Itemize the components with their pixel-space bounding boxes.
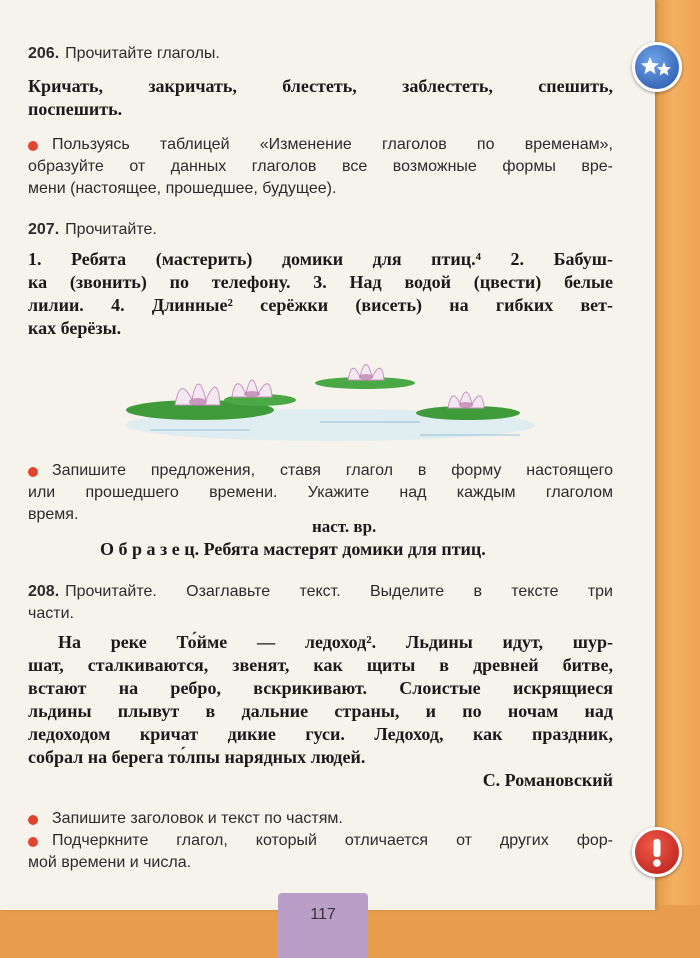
sentence-line: ках берёзы.	[28, 318, 122, 338]
text-line: шат, сталкиваются, звенят, как щиты в древней битве,	[28, 655, 613, 675]
task-item	[28, 460, 613, 482]
task-line: мени (настоящее, прошедшее, будущее).	[28, 180, 337, 197]
exercise-instruction: части.	[28, 605, 74, 622]
bullet-icon	[28, 141, 38, 151]
exercise-instruction: Прочитайте глаголы.	[65, 45, 220, 62]
task-line: мой времени и числа.	[28, 854, 192, 871]
task-line: Запишите предложения, ставя глагол в форму настоящего	[52, 462, 613, 479]
exercise-207-sentences	[28, 248, 613, 340]
exercise-206-header	[28, 43, 613, 65]
exercise-208-tasks	[28, 808, 613, 874]
words-line: Кричать, закричать, блестеть, заблестеть, спешить,	[28, 76, 613, 96]
task-line: Подчеркните глагол, который отличается от других фор-	[52, 832, 613, 849]
text-line: льдины плывут в дальние страны, и по ночам над	[28, 701, 613, 721]
exercise-number: 207.	[28, 221, 60, 238]
exclamation-icon	[632, 827, 682, 877]
exercise-208-text	[28, 631, 613, 792]
bullet-icon	[28, 815, 38, 825]
stars-icon	[632, 42, 682, 92]
task-line: Пользуясь таблицей «Изменение глаголов по временам»,	[52, 136, 613, 153]
sample-label: О б р а з е ц.	[100, 539, 200, 559]
page-edge-strip	[655, 0, 700, 958]
sample-tense-mark: наст. вр.	[312, 517, 377, 536]
text-line: ледоходом кричат дикие гуси. Ледоход, как праздник,	[28, 724, 613, 744]
text-author: С. Романовский	[482, 770, 613, 790]
bullet-icon	[28, 467, 38, 477]
task-line: образуйте от данных глаголов все возможные формы вре-	[28, 158, 613, 175]
water-lily-illustration	[120, 350, 540, 450]
sentence-line: ка (звонить) по телефону. 3. Над водой (цвести) белые	[28, 272, 613, 292]
task-item	[28, 808, 613, 830]
exercise-206-task	[28, 134, 613, 200]
words-line: поспешить.	[28, 99, 123, 119]
exercise-207-sample	[28, 515, 613, 561]
exercise-207-header	[28, 219, 613, 241]
exercise-number: 208.	[28, 583, 60, 600]
task-item	[28, 134, 613, 156]
exercise-206-words	[28, 75, 613, 121]
bullet-icon	[28, 837, 38, 847]
task-item	[28, 830, 613, 852]
task-line: Запишите заголовок и текст по частям.	[52, 810, 343, 827]
exercise-208-header	[28, 581, 613, 625]
exercise-instruction: Прочитайте. Озаглавьте текст. Выделите в тексте три	[65, 583, 613, 600]
sentence-line: лилии. 4. Длинные² серёжки (висеть) на гибких вет-	[28, 295, 613, 315]
sentence-line: 1. Ребята (мастерить) домики для птиц.⁴ 2. Бабуш-	[28, 249, 613, 269]
page-number: 117	[310, 906, 336, 923]
text-line: На реке То́йме — ледоход². Льдины идут, шур-	[58, 632, 613, 652]
task-line: или прошедшего времени. Укажите над каждым глаголом	[28, 484, 613, 501]
sample-text: Ребята мастерят домики для птиц.	[203, 539, 486, 559]
text-line: встают на ребро, вскрикивают. Слоистые искрящиеся	[28, 678, 613, 698]
exercise-number: 206.	[28, 45, 60, 62]
task-line: время.	[28, 506, 79, 523]
text-line: собрал на берега то́лпы нарядных людей.	[28, 747, 366, 767]
exercise-instruction: Прочитайте.	[65, 221, 157, 238]
page-number-tab	[278, 893, 368, 958]
